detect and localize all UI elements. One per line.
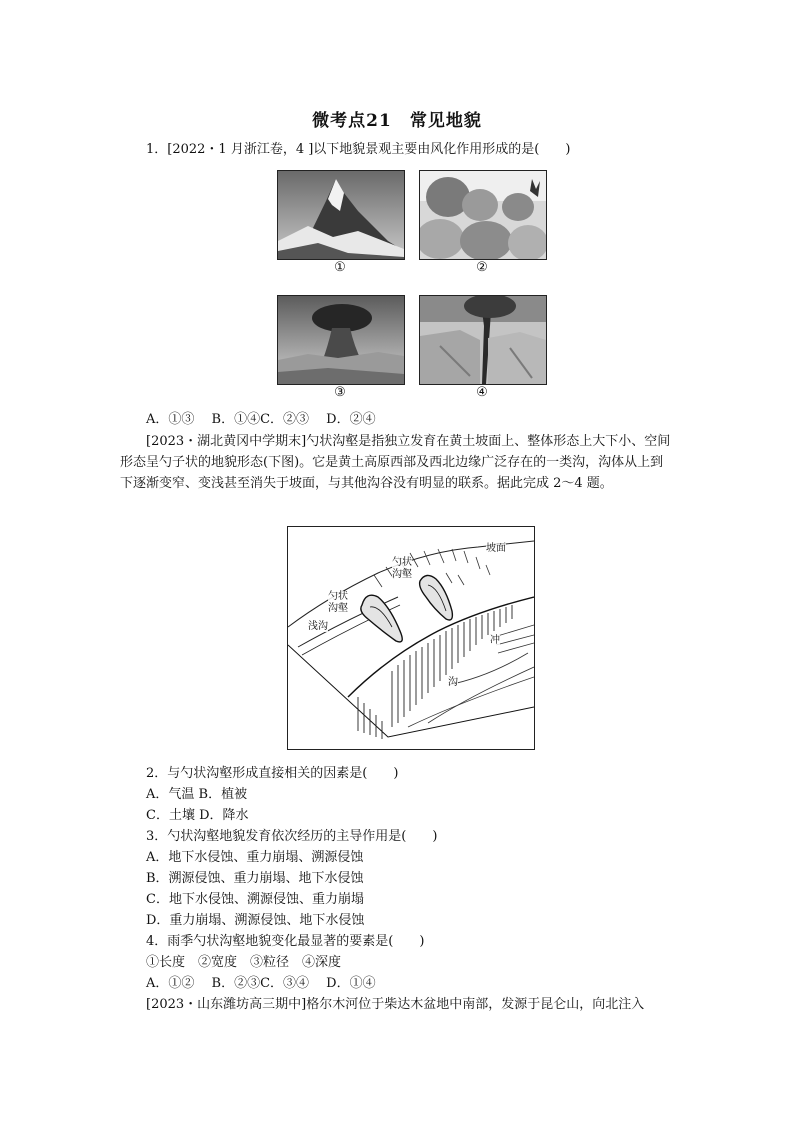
- label-spoon-gully-upper-1: 勺状: [392, 557, 412, 568]
- question-4-options: A．①② B．②③C．③④ D．①④: [146, 976, 376, 991]
- photo-mushroom-rock: [277, 295, 405, 385]
- label-chong: 冲: [490, 635, 500, 646]
- label-gou: 沟: [448, 677, 458, 688]
- gully-diagram: [287, 526, 535, 750]
- question-1-options: A．①③ B．①④C．②③ D．②④: [146, 412, 376, 427]
- photo-caption-4: ④: [476, 385, 488, 400]
- label-spoon-gully-upper-2: 沟壑: [392, 569, 412, 580]
- question-2-options-cd: C．土壤 D．降水: [146, 808, 249, 823]
- question-2-options-ab: A．气温 B．植被: [146, 787, 248, 802]
- page-title: 微考点21 常见地貌: [312, 111, 482, 131]
- label-slope: 坡面: [486, 543, 506, 554]
- question-3-option-d: D．重力崩塌、溯源侵蚀、地下水侵蚀: [146, 913, 365, 928]
- question-4-items: ①长度 ②宽度 ③粒径 ④深度: [146, 955, 342, 970]
- label-shallow-gully: 浅沟: [308, 621, 328, 632]
- question-3-option-b: B．溯源侵蚀、重力崩塌、地下水侵蚀: [146, 871, 364, 886]
- question-3-option-c: C．地下水侵蚀、溯源侵蚀、重力崩塌: [146, 892, 364, 907]
- question-3-stem: 3．勺状沟壑地貌发育依次经历的主导作用是( ): [146, 829, 438, 844]
- question-4-stem: 4．雨季勺状沟壑地貌变化最显著的要素是( ): [146, 934, 425, 949]
- photo-caption-1: ①: [334, 260, 346, 275]
- photo-split-rock: [419, 295, 547, 385]
- question-3-option-a: A．地下水侵蚀、重力崩塌、溯源侵蚀: [146, 850, 364, 865]
- photo-caption-3: ③: [334, 385, 346, 400]
- label-spoon-gully-lower-1: 勺状: [328, 591, 348, 602]
- question-1-stem: 1．[2022・1 月浙江卷，4 ]以下地貌景观主要由风化作用形成的是( ): [146, 142, 571, 157]
- photo-caption-2: ②: [476, 260, 488, 275]
- photo-round-boulders: [419, 170, 547, 260]
- passage-1: [2023・湖北黄冈中学期末]勺状沟壑是指独立发育在黄土坡面上、整体形态上大下小、空间形态呈勺子状的地貌形态(下图)。它是黄土高原西部及西北边缘广泛存在的一类沟，沟体从上到下逐渐变窄、变浅甚至消失于坡面，与其他沟谷没有明显的联系。据此完成 2～4 题。: [120, 434, 671, 491]
- label-spoon-gully-lower-2: 沟壑: [328, 603, 348, 614]
- passage-2: [2023・山东潍坊高三期中]格尔木河位于柴达木盆地中南部，发源于昆仑山，向北注入: [146, 997, 645, 1012]
- question-2-stem: 2．与勺状沟壑形成直接相关的因素是( ): [146, 766, 399, 781]
- photo-mountain-peak: [277, 170, 405, 260]
